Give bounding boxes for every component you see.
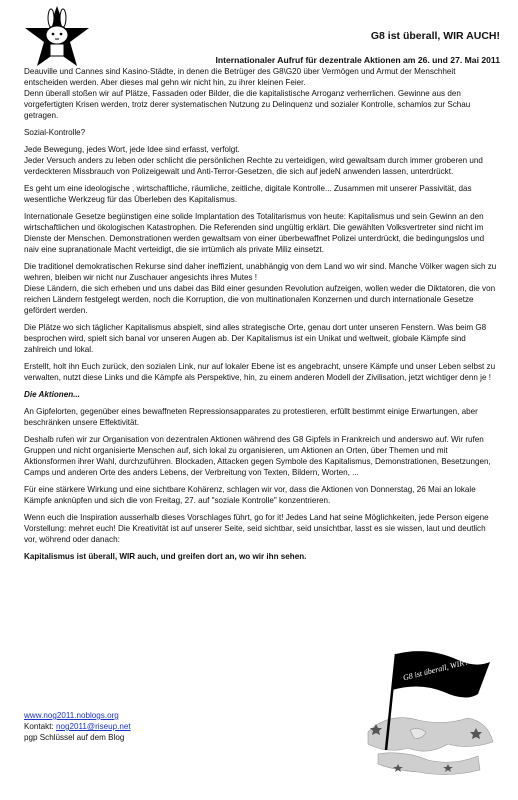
- closing-slogan: Kapitalismus ist überall, WIR auch, und greifen dort an, wo wir ihn sehen.: [24, 552, 307, 561]
- flag-text: G8 ist überall, WIR AUCH !!!: [402, 650, 498, 683]
- contact-email-link[interactable]: nog2011@riseup.net: [55, 722, 131, 731]
- paragraph: Die Plätze wo sich täglicher Kapitalismus abspielt, sind alles strategische Orte, genau dort unter unseren Fenstern. Was beim G8 besprochen wird, spielt sich banal vor unseren Augen ab. Der Kapitalismus ist ein Unikat und weltweit, globale Kämpfe sind zahlreich und lokal.: [24, 323, 487, 354]
- paragraph: Jeder Versuch anders zu leben oder schlicht die persönlichen Rechte zu verteidigen, wird gewaltsam durch immer groberen und verdeckteren Missbrauch von Polizeigewalt und Anti-Terror-Gesetzen, die sich auf jedeN anwenden lassen, unterdrückt.: [24, 156, 483, 176]
- paragraph: Wenn euch die Inspiration ausserhalb dieses Vorschlages führt, go for it! Jedes Land hat seine Möglichkeiten, jede Person eigene Vorstellung: mehret euch! Die Kreativität ist auf unserer Seite, seid sichtbar, seid unsichtbar, lasst es sie wissen, laut und deutlich vor, wöhrend oder danach:: [24, 513, 489, 544]
- paragraph: Diese Ländern, die sich erheben und uns dabei das Bild einer gesunden Revolution aufzeigen, wollen weder die Diktatoren, die von reichen Ländern festgelegt werden, noch die Korruption, die von multinationalen Konzernen und durch internationale Gesetze gefördert werden.: [24, 284, 496, 315]
- paragraph: Internationale Gesetze begünstigen eine solide Implantation des Totalitarismus von heute: Kapitalismus und sein Gewinn an den wirtschaftlichen und ökologischen Katastrophen. Die Referenden sind ungültig erklärt. Die gewählten Volksvertreter sind nicht im Dienste der Menschen. Demonstrationen werden gewaltsam von einer überbewaffnet Polizei unterdrückt, die bedingungslos und naiv eine supranationale Macht verteidigt, die sie irrtümlich als private Miliz einsetzt.: [24, 212, 485, 254]
- paragraph: An Gipfelorten, gegenüber eines bewaffneten Repressionsapparates zu protestieren, erfüllt bestimmt einige Erwartungen, aber beschränken unsere Effektivität.: [24, 407, 478, 427]
- footer: [24, 710, 131, 743]
- flag-on-globe-icon: [348, 632, 498, 782]
- contact-label: Kontakt:: [24, 722, 56, 731]
- star-rabbit-logo: [22, 4, 92, 70]
- paragraph: Sozial-Kontrolle?: [24, 128, 86, 137]
- paragraph: Deshalb rufen wir zur Organisation von dezentralen Aktionen während des G8 Gipfels in Frankreich und anderswo auf. Wir rufen Gruppen und nicht organisierte Menschen auf, sich lokal zu organisieren, um Aktionen an Orten, über Themen und mit Aktionsformen ihrer Wahl, durchzuführen. Blockaden, Attacken gegen Symbole des Kapitalismus, Demonstrationen, Besetzungen, Camps und anderen Orte des anders Lebens, der Verbreitung von Texten, Bildern, Worten, ...: [24, 435, 491, 477]
- document-subtitle: Internationaler Aufruf für dezentrale Aktionen am 26. und 27. Mai 2011: [215, 55, 500, 65]
- section-heading: Die Aktionen...: [24, 390, 80, 399]
- paragraph: Die traditionel demokratischen Rekurse sind daher ineffizient, unabhängig von dem Land wo wir sind. Manche Völker wagen sich zu wehren, bleiben wir nicht nur Zuschauer angesichts ihres Mutes !: [24, 262, 497, 282]
- paragraph: Es geht um eine ideologische , wirtschaftliche, räumliche, zeitliche, digitale Kontrolle... Zusammen mit unserer Passivität, das wesentliche Werkzeug für das Überleben des Kapitalismus.: [24, 184, 472, 204]
- document-body: [24, 66, 498, 568]
- paragraph: Jede Bewegung, jedes Wort, jede Idee sind erfasst, verfolgt.: [24, 145, 240, 154]
- paragraph: Für eine stärkere Wirkung und eine sichtbare Kohärenz, schlagen wir vor, dass die Aktionen von Donnerstag, 26 Mai an lokale Kämpfe anknüpfen und sich die von Freitag, 27. auf "soziale Kontrolle" konzentrieren.: [24, 485, 476, 505]
- website-link[interactable]: www.nog2011.noblogs.org: [24, 711, 119, 720]
- document-title: G8 ist überall, WIR AUCH!: [370, 30, 500, 42]
- paragraph: Deauville und Cannes sind Kasino-Städte, in denen die Betrüger des G8\G20 über Vermögen und Armut der Menschheit entscheiden werden. Aber dieses mal gehn wir nicht hin, zu ihrer kleinen Feier.: [24, 67, 456, 87]
- paragraph: Erstellt, holt ihn Euch zurück, den sozialen Link, nur auf lokaler Ebene ist es angebracht, unsere Kämpfe und unser Leben selbst zu verwalten, nutzt diese Links und die Kämpfe als Perspektive, hin, zu einem anderen Modell der Zivilisation, jetzt wichtiger denn je !: [24, 362, 496, 382]
- paragraph: Denn überall stoßen wir auf Plätze, Fassaden oder Bilder, die die kapitalistische Arroganz verherrlichen. Gewinne aus den vorgefertigten Krisen werden, trotz derer systematischen Nutzung zu Delinquenz und sozialer Kontrolle, schamlos zur Schau getragen.: [24, 89, 471, 120]
- pgp-note: pgp Schlüssel auf dem Blog: [24, 733, 125, 742]
